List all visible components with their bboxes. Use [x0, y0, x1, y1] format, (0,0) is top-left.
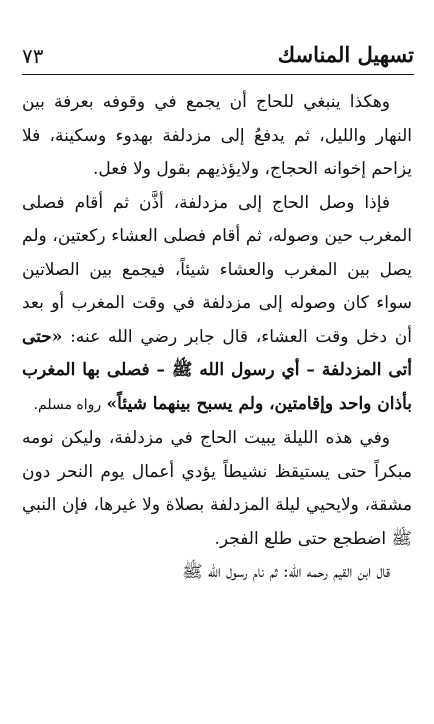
- body-text: [22, 86, 412, 590]
- paragraph: وهكذا ينبغي للحاج أن يجمع في وقوفه بعرفة بين النهار والليل، ثم يدفعُ إلى مزدلفة بهدوء وسكينة، فلا يزاحم إخوانه الحجاج، ولايؤذيهم بقول ولا فعل.: [22, 92, 412, 179]
- paragraph: قال ابن القيم رحمه الله: ثم نام رسول الله ﷺ: [182, 562, 390, 582]
- paragraph: وفي هذه الليلة يبيت الحاج في مزدلفة، وليكن نومه مبكراً حتى يستيقظ نشيطاً يؤدي أعمال يوم النحر دون مشقة، ولايحيي ليلة المزدلفة بصلاة ولا غيرها، فإن النبي ﷺ اضطجع حتى طلع الفجر.: [22, 428, 412, 549]
- book-title: تسهيل المناسك: [277, 42, 414, 67]
- header-divider: [22, 74, 414, 75]
- paragraph-with-hadith: [22, 187, 412, 423]
- page-number: ٧٣: [22, 44, 44, 68]
- hadith-reference: رواه مسلم.: [33, 396, 102, 413]
- page-header: [22, 42, 414, 72]
- hadith-quote: «حتى أتى المزدلفة – أي رسول الله ﷺ – فصلى بها المغرب بأذان واحد وإقامتين، ولم يسبح بينهما شيئاً»: [22, 326, 412, 414]
- paragraph-text: فإذا وصل الحاج إلى مزدلفة، أذَّن ثم أقام فصلى المغرب حين وصوله، ثم أقام فصلى العشاء ركعتين، ولم يصل بين المغرب والعشاء شيئاً، فيجمع بين الصلاتين سواء كان وصوله إلى مزدلفة في وقت المغرب أو بعد أن دخل وقت العشاء، قال جابر رضي الله عنه:: [22, 192, 412, 347]
